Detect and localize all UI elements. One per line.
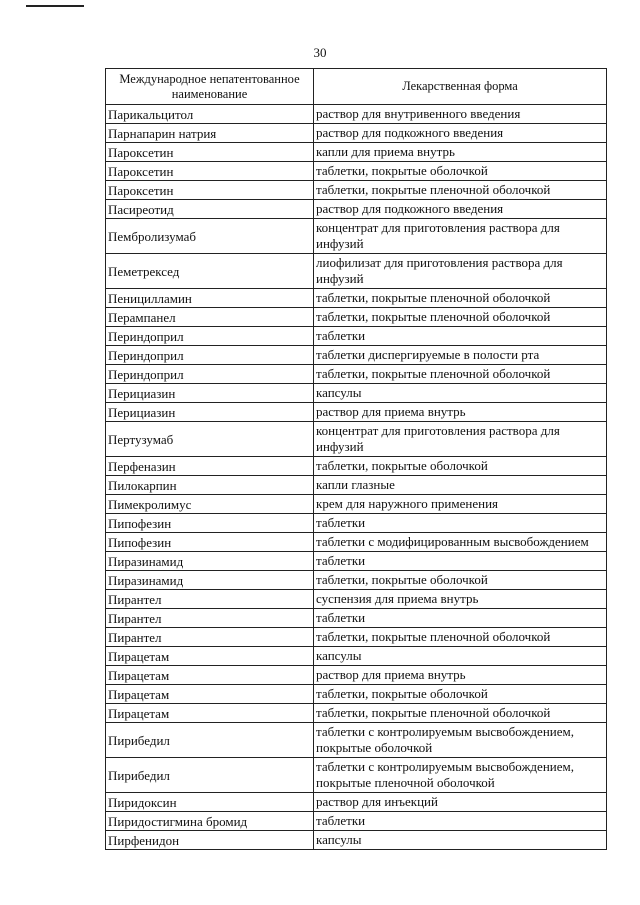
table-row [106,346,607,365]
table-row [106,758,607,793]
table-row [106,254,607,289]
table-row [106,457,607,476]
table-body [106,105,607,850]
dosage-form-cell: крем для наружного применения [314,495,607,514]
dosage-form-cell: раствор для подкожного введения [314,200,607,219]
table-row [106,124,607,143]
drug-name-cell: Периндоприл [106,346,314,365]
dosage-form-cell: таблетки, покрытые пленочной оболочкой [314,308,607,327]
top-rule [26,5,84,7]
page-number: 30 [313,45,327,60]
drug-name-cell: Пирантел [106,609,314,628]
table-row [106,628,607,647]
drug-name-cell: Пирибедил [106,758,314,793]
dosage-form-cell: таблетки [314,514,607,533]
table-row [106,533,607,552]
dosage-form-cell: таблетки, покрытые оболочкой [314,162,607,181]
dosage-form-cell: таблетки [314,609,607,628]
drug-name-cell: Пипофезин [106,533,314,552]
drug-name-cell: Пиридоксин [106,793,314,812]
drug-name-cell: Пирацетам [106,704,314,723]
drug-name-cell: Перициазин [106,384,314,403]
drug-name-cell: Пароксетин [106,181,314,200]
table-row [106,552,607,571]
dosage-form-cell: таблетки с модифицированным высвобождением [314,533,607,552]
table-row [106,476,607,495]
drug-name-cell: Пирантел [106,590,314,609]
dosage-form-cell: таблетки, покрытые пленочной оболочкой [314,365,607,384]
drug-name-cell: Пембролизумаб [106,219,314,254]
table-row [106,723,607,758]
table-row [106,143,607,162]
table-row [106,422,607,457]
dosage-form-cell: суспензия для приема внутрь [314,590,607,609]
drug-name-cell: Пирацетам [106,647,314,666]
drug-name-cell: Периндоприл [106,365,314,384]
table-row [106,514,607,533]
table-row [106,666,607,685]
drug-name-cell: Периндоприл [106,327,314,346]
dosage-form-cell: таблетки, покрытые оболочкой [314,685,607,704]
table-row [106,647,607,666]
drug-name-cell: Перфеназин [106,457,314,476]
drug-name-cell: Пиразинамид [106,552,314,571]
table-row [106,590,607,609]
table-row [106,384,607,403]
table-header-row [106,69,607,105]
table-row [106,365,607,384]
dosage-form-cell: раствор для приема внутрь [314,666,607,685]
table-row [106,831,607,850]
dosage-form-cell: капли для приема внутрь [314,143,607,162]
dosage-form-cell: таблетки, покрытые пленочной оболочкой [314,628,607,647]
dosage-form-cell: таблетки [314,552,607,571]
drug-name-cell: Пирантел [106,628,314,647]
dosage-form-cell: таблетки с контролируемым высвобождением, покрытые оболочкой [314,723,607,758]
table-row [106,200,607,219]
header-name: Международное непатентованное наименование [106,69,314,105]
drug-name-cell: Пароксетин [106,162,314,181]
table-row [106,105,607,124]
dosage-form-cell: таблетки [314,812,607,831]
drug-forms-table [105,68,607,850]
table-row [106,162,607,181]
table-row [106,219,607,254]
dosage-form-cell: раствор для внутривенного введения [314,105,607,124]
table-row [106,685,607,704]
dosage-form-cell: концентрат для приготовления раствора для инфузий [314,422,607,457]
dosage-form-cell: капсулы [314,647,607,666]
table-row [106,812,607,831]
table-row [106,327,607,346]
dosage-form-cell: раствор для приема внутрь [314,403,607,422]
dosage-form-cell: таблетки, покрытые пленочной оболочкой [314,181,607,200]
dosage-form-cell: таблетки, покрытые пленочной оболочкой [314,289,607,308]
dosage-form-cell: лиофилизат для приготовления раствора для инфузий [314,254,607,289]
table-row [106,403,607,422]
drug-name-cell: Пеметрексед [106,254,314,289]
table-row [106,181,607,200]
dosage-form-cell: таблетки диспергируемые в полости рта [314,346,607,365]
dosage-form-cell: таблетки с контролируемым высвобождением, покрытые пленочной оболочкой [314,758,607,793]
drug-name-cell: Пилокарпин [106,476,314,495]
drug-name-cell: Пипофезин [106,514,314,533]
dosage-form-cell: капсулы [314,831,607,850]
table-row [106,571,607,590]
drug-name-cell: Пирфенидон [106,831,314,850]
dosage-form-cell: таблетки [314,327,607,346]
drug-name-cell: Пиразинамид [106,571,314,590]
drug-name-cell: Пирацетам [106,685,314,704]
drug-name-cell: Пароксетин [106,143,314,162]
dosage-form-cell: капсулы [314,384,607,403]
drug-name-cell: Пертузумаб [106,422,314,457]
drug-name-cell: Парикальцитол [106,105,314,124]
dosage-form-cell: таблетки, покрытые оболочкой [314,571,607,590]
drug-name-cell: Парнапарин натрия [106,124,314,143]
table-row [106,704,607,723]
dosage-form-cell: таблетки, покрытые оболочкой [314,457,607,476]
drug-name-cell: Пасиреотид [106,200,314,219]
drug-name-cell: Пимекролимус [106,495,314,514]
dosage-form-cell: концентрат для приготовления раствора для инфузий [314,219,607,254]
drug-name-cell: Перициазин [106,403,314,422]
drug-name-cell: Пирибедил [106,723,314,758]
table-row [106,308,607,327]
header-form: Лекарственная форма [314,69,607,105]
table-row [106,495,607,514]
drug-name-cell: Перампанел [106,308,314,327]
drug-name-cell: Пиридостигмина бромид [106,812,314,831]
table-row [106,793,607,812]
drug-name-cell: Пеницилламин [106,289,314,308]
drug-name-cell: Пирацетам [106,666,314,685]
dosage-form-cell: раствор для инъекций [314,793,607,812]
dosage-form-cell: раствор для подкожного введения [314,124,607,143]
table-row [106,289,607,308]
table-row [106,609,607,628]
dosage-form-cell: таблетки, покрытые пленочной оболочкой [314,704,607,723]
dosage-form-cell: капли глазные [314,476,607,495]
